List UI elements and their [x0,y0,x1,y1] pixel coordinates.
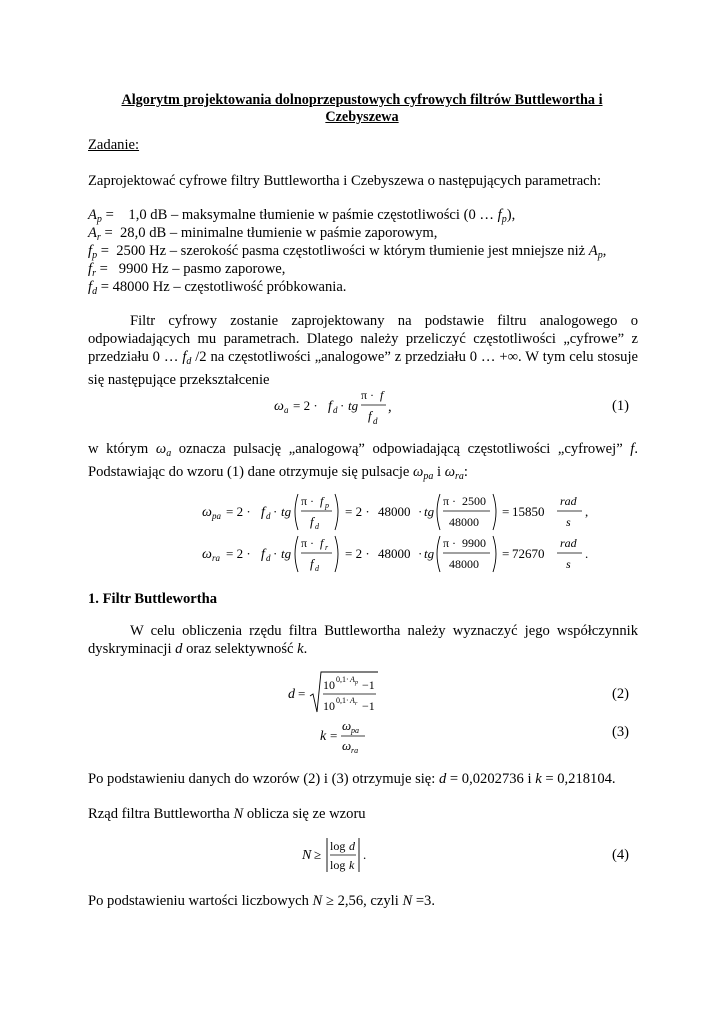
svg-text:10: 10 [323,699,335,713]
svg-text:d: d [315,522,319,531]
eq-ra-input: 9900 [462,536,486,550]
svg-text:ω: ω [342,718,352,733]
eq-ra-denom: 48000 [449,557,479,571]
intro-text: Zaprojektować cyfrowe filtry Buttlewortha i Czebyszewa o następujących parametrach: [88,173,601,189]
equation-1 [268,384,388,428]
eq-pa-fs: 48000 [378,504,411,519]
svg-text:f: f [310,514,314,529]
svg-text:a: a [284,405,289,415]
eq-pa-input: 2500 [462,494,486,508]
eq-pa-result: 15850 [512,504,545,519]
equation-omega-ra-result [512,530,612,576]
svg-text:.: . [363,847,367,862]
svg-text:f: f [261,547,265,562]
eq-pa-unit-bottom: s [566,515,571,529]
svg-text:≥: ≥ [314,847,322,862]
svg-text:k: k [349,858,355,872]
svg-text:d: d [288,687,295,702]
svg-text:A: A [350,675,355,684]
eq-ra-unit-top: rad [560,536,577,550]
section-heading-butterworth: 1. Filtr Buttlewortha [88,591,218,607]
equation-number-4: (4) [612,847,630,863]
svg-text:ra: ra [212,553,221,563]
svg-text:·: · [340,398,345,413]
svg-text:tg: tg [281,504,292,519]
svg-text:ω: ω [342,738,352,753]
svg-text:tg: tg [348,398,359,413]
paragraph-discrimination: W celu obliczenia rzędu filtra Buttlewortha należy wyznaczyć jego współczynnik dyskryminacji d oraz selektywność k. [88,623,638,657]
eq-ra-fs: 48000 [378,546,411,561]
equation-omega-ra [200,530,530,576]
equation-omega-pa-result [512,488,612,534]
svg-text:= 2 ·: = 2 · [345,504,370,519]
param-fr: $f_r = 9900$ Hz – pasmo zaporowe, [88,261,286,279]
eq-ra-result: 72670 [512,546,545,561]
svg-text:·: · [418,546,423,561]
svg-text:d: d [266,511,271,521]
svg-text:tg: tg [424,546,435,561]
svg-text:= 2 ·: = 2 · [226,546,251,561]
svg-text:=: = [502,504,510,519]
svg-text:log: log [330,839,346,853]
equation-number-1: (1) [612,398,630,414]
svg-text:=: = [298,686,306,701]
svg-text:ω: ω [274,399,284,414]
svg-text:A: A [350,696,355,705]
svg-text:pa: pa [351,726,359,735]
paragraph-conversion: Filtr cyfrowy zostanie zaprojektowany na podstawie filtru analogowego o odpowiadających mu parametrach. Dlatego należy przeliczyć częstotliwości „cyfrowe” z przedziału 0 … $f_d$ /2 na częstotliwości „analogowe” z przedziału 0 … +∞. W tym celu stosuje się następujące przekształcenie [88,313,638,388]
svg-text:π ·: π · [301,536,315,550]
svg-text:log: log [330,858,346,872]
svg-text:= 2 ·: = 2 · [345,546,370,561]
svg-text:ω: ω [202,547,212,562]
equation-4 [300,834,372,876]
eq-pa-unit-top: rad [560,494,577,508]
paragraph-values: Po podstawieniu danych do wzorów (2) i (3) otrzymuje się: d = 0,0202736 i k = 0,218104. [88,771,616,787]
param-ap: $A_p$ = 1,0 dB – maksymalne tłumienie w paśmie częstotliwości (0 … $f_p$), [88,207,516,225]
equation-omega-pa [200,488,530,534]
svg-text:·: · [273,504,278,519]
svg-text:tg: tg [281,546,292,561]
svg-text:π ·: π · [301,494,315,508]
param-ar: $A_r = 28,0$ dB – minimalne tłumienie w paśmie zaporowym, [88,225,438,243]
svg-text:= 2 ·: = 2 · [293,398,318,413]
svg-text:N: N [302,848,312,863]
svg-text:f: f [320,494,324,508]
svg-text:,: , [585,504,589,519]
equation-2 [286,668,386,716]
svg-text:0,1·: 0,1· [336,675,349,684]
eq1-comma: , [388,399,392,415]
svg-text:r: r [325,543,329,552]
title-line-1: Algorytm projektowania dolnoprzepustowych cyfrowych filtrów Buttlewortha i [121,92,603,108]
svg-text:d: d [373,416,378,426]
svg-text:p: p [325,501,329,510]
svg-text:=: = [502,546,510,561]
svg-text:f: f [320,536,324,550]
svg-text:0,1·: 0,1· [336,696,349,705]
svg-text:10: 10 [323,678,335,692]
svg-text:p: p [355,680,358,686]
title-line-2: Czebyszewa [325,109,399,125]
svg-text:·: · [418,504,423,519]
svg-text:π ·: π · [443,536,457,550]
svg-text:r: r [355,701,358,707]
equation-3 [318,716,378,756]
paragraph-pulsation: w którym $\omega_a$ oznacza pulsację „analogową” odpowiadającą częstotliwości „cyfrowej” f. Podstawiając do wzoru (1) dane otrzymuje się pulsacje $\omega_{pa}$ i $\omega_{ra}$: [88,441,638,482]
task-label: Zadanie: [88,137,140,153]
svg-text:f: f [328,399,332,414]
svg-text:f: f [261,505,265,520]
equation-number-2: (2) [612,686,630,702]
param-fd: $f_d = 48000$ Hz – częstotliwość próbkowania. [88,279,347,297]
svg-text:−1: −1 [362,678,375,692]
svg-text:f: f [310,556,314,571]
svg-text:d: d [333,405,338,415]
paragraph-order: Rząd filtra Buttlewortha N oblicza się ze wzoru [88,806,366,822]
document-title [88,92,636,126]
eq-ra-unit-bottom: s [566,557,571,571]
equation-number-3: (3) [612,724,630,740]
svg-text:ω: ω [202,505,212,520]
svg-text:tg: tg [424,504,435,519]
svg-text:·: · [273,546,278,561]
param-fp: $f_p = 2500$ Hz – szerokość pasma częstotliwości w którym tłumienie jest mniejsze niż $A_p$, [88,243,607,261]
svg-text:pa: pa [212,511,221,521]
svg-text:f: f [368,408,372,423]
svg-text:−1: −1 [362,699,375,713]
eq-pa-denom: 48000 [449,515,479,529]
svg-text:d: d [349,839,355,853]
svg-text:.: . [585,546,589,561]
svg-text:π ·: π · [361,388,375,402]
svg-text:k: k [320,729,327,744]
svg-text:d: d [315,564,319,573]
svg-text:π ·: π · [443,494,457,508]
svg-text:d: d [266,553,271,563]
svg-text:ra: ra [351,746,359,755]
svg-text:= 2 ·: = 2 · [226,504,251,519]
paragraph-result: Po podstawieniu wartości liczbowych N ≥ 2,56, czyli N =3. [88,893,435,909]
svg-text:=: = [330,728,338,743]
svg-text:f: f [380,388,384,402]
